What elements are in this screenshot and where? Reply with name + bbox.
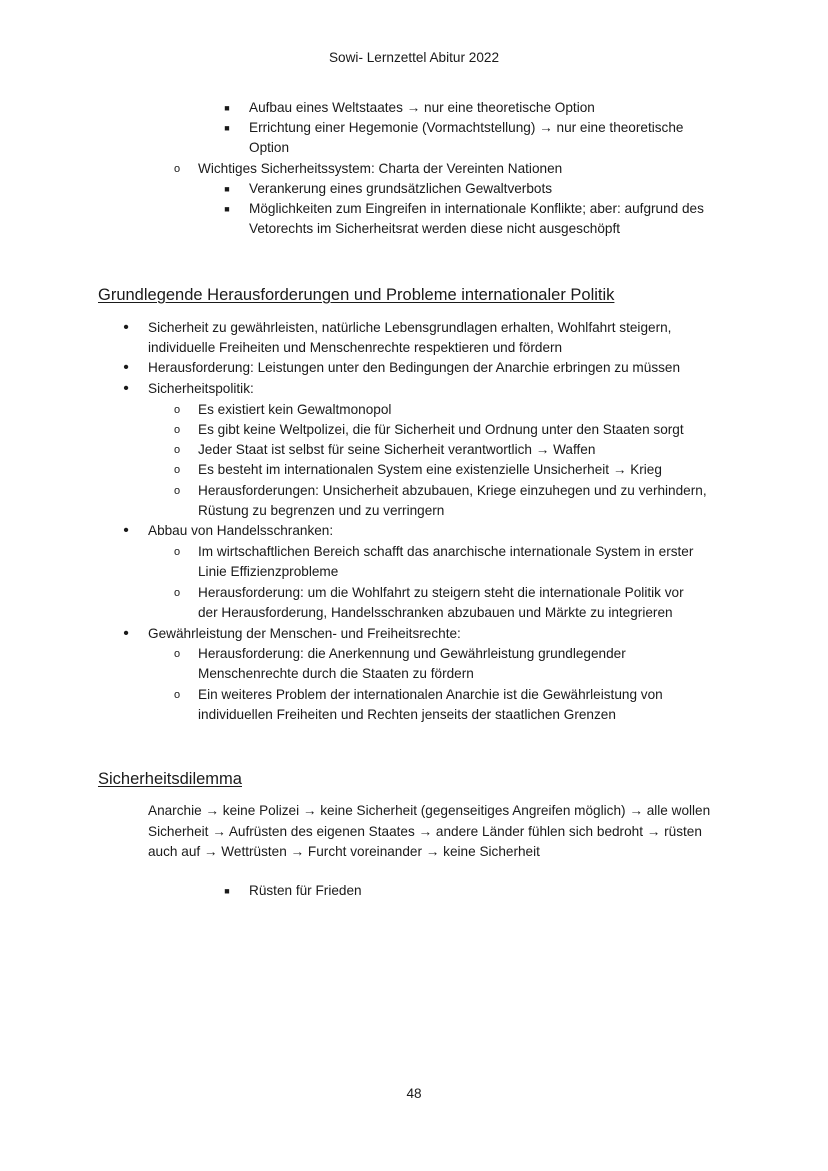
sub-list-item: Es gibt keine Weltpolizei, die für Sicherheit und Ordnung unter den Staaten sorgt (198, 422, 684, 437)
bullet: • (123, 380, 129, 397)
list-item: Möglichkeiten zum Eingreifen in internationale Konflikte; aber: aufgrund des (249, 201, 704, 216)
circle-bullet: o (173, 444, 181, 456)
sub-list-item-continuation: Menschenrechte durch die Staaten zu fördern (198, 666, 474, 681)
list-item: Sicherheitspolitik: (148, 381, 254, 396)
list-item-continuation: Vetorechts im Sicherheitsrat werden diese nicht ausgeschöpft (249, 221, 621, 236)
list-item: Errichtung einer Hegemonie (Vormachtstellung) → nur eine theoretische (249, 120, 684, 135)
square-bullet: ■ (224, 184, 230, 194)
sub-list-item-continuation: individuellen Freiheiten und Rechten jenseits der staatlichen Grenzen (198, 707, 616, 722)
square-bullet: ■ (224, 204, 230, 214)
paragraph-line: auch auf → Wettrüsten → Furcht voreinander → keine Sicherheit (148, 844, 540, 859)
circle-bullet: o (173, 404, 181, 416)
sub-list-item: Herausforderung: um die Wohlfahrt zu steigern steht die internationale Politik vor (198, 585, 684, 600)
sub-list-item-continuation: Rüstung zu begrenzen und zu verringern (198, 503, 445, 518)
sub-list-item: Im wirtschaftlichen Bereich schafft das anarchische internationale System in erster (198, 544, 694, 559)
circle-bullet: o (173, 689, 181, 701)
sub-list-item: Ein weiteres Problem der internationalen Anarchie ist die Gewährleistung von (198, 687, 663, 702)
list-item: Gewährleistung der Menschen- und Freiheitsrechte: (148, 626, 461, 641)
circle-bullet: o (173, 648, 181, 660)
bullet: • (123, 522, 129, 539)
paragraph-line: Anarchie → keine Polizei → keine Sicherheit (gegenseitiges Angreifen möglich) → alle wollen (148, 803, 711, 818)
square-bullet: ■ (224, 103, 230, 113)
bullet: • (123, 319, 129, 336)
circle-bullet: o (173, 464, 181, 476)
circle-bullet: o (173, 485, 181, 497)
section-heading: Sicherheitsdilemma (98, 770, 242, 788)
list-item: Wichtiges Sicherheitssystem: Charta der Vereinten Nationen (198, 161, 563, 176)
sub-list-item-continuation: der Herausforderung, Handelsschranken abzubauen und Märkte zu integrieren (198, 605, 673, 620)
list-item: Herausforderung: Leistungen unter den Bedingungen der Anarchie erbringen zu müssen (148, 360, 681, 375)
bullet: • (123, 625, 129, 642)
list-item-continuation: individuelle Freiheiten und Menschenrechte respektieren und fördern (148, 340, 563, 355)
list-item: Sicherheit zu gewährleisten, natürliche Lebensgrundlagen erhalten, Wohlfahrt steigern, (148, 320, 672, 335)
sub-list-item: Jeder Staat ist selbst für seine Sicherheit verantwortlich → Waffen (198, 442, 596, 457)
square-bullet: ■ (224, 123, 230, 133)
sub-list-item: Es besteht im internationalen System eine existenzielle Unsicherheit → Krieg (198, 462, 662, 477)
list-item: Rüsten für Frieden (249, 883, 362, 898)
page-header-title: Sowi- Lernzettel Abitur 2022 (328, 50, 500, 65)
sub-list-item: Herausforderungen: Unsicherheit abzubauen, Kriege einzuhegen und zu verhindern, (198, 483, 707, 498)
paragraph-line: Sicherheit → Aufrüsten des eigenen Staates → andere Länder fühlen sich bedroht → rüsten (148, 824, 702, 839)
section-heading: Grundlegende Herausforderungen und Probleme internationaler Politik (98, 286, 615, 304)
sub-list-item: Es existiert kein Gewaltmonopol (198, 402, 392, 417)
circle-bullet: o (173, 546, 181, 558)
list-item: Aufbau eines Weltstaates → nur eine theoretische Option (249, 100, 595, 115)
list-item: Verankerung eines grundsätzlichen Gewaltverbots (249, 181, 553, 196)
list-item-continuation: Option (249, 140, 290, 155)
page-number: 48 (406, 1086, 422, 1101)
list-item: Abbau von Handelsschranken: (148, 523, 334, 538)
sub-list-item-continuation: Linie Effizienzprobleme (198, 564, 339, 579)
circle-bullet: o (173, 587, 181, 599)
bullet: • (123, 359, 129, 376)
circle-bullet: o (173, 424, 181, 436)
circle-bullet: o (173, 163, 181, 175)
sub-list-item: Herausforderung: die Anerkennung und Gewährleistung grundlegender (198, 646, 626, 661)
square-bullet: ■ (224, 886, 230, 896)
